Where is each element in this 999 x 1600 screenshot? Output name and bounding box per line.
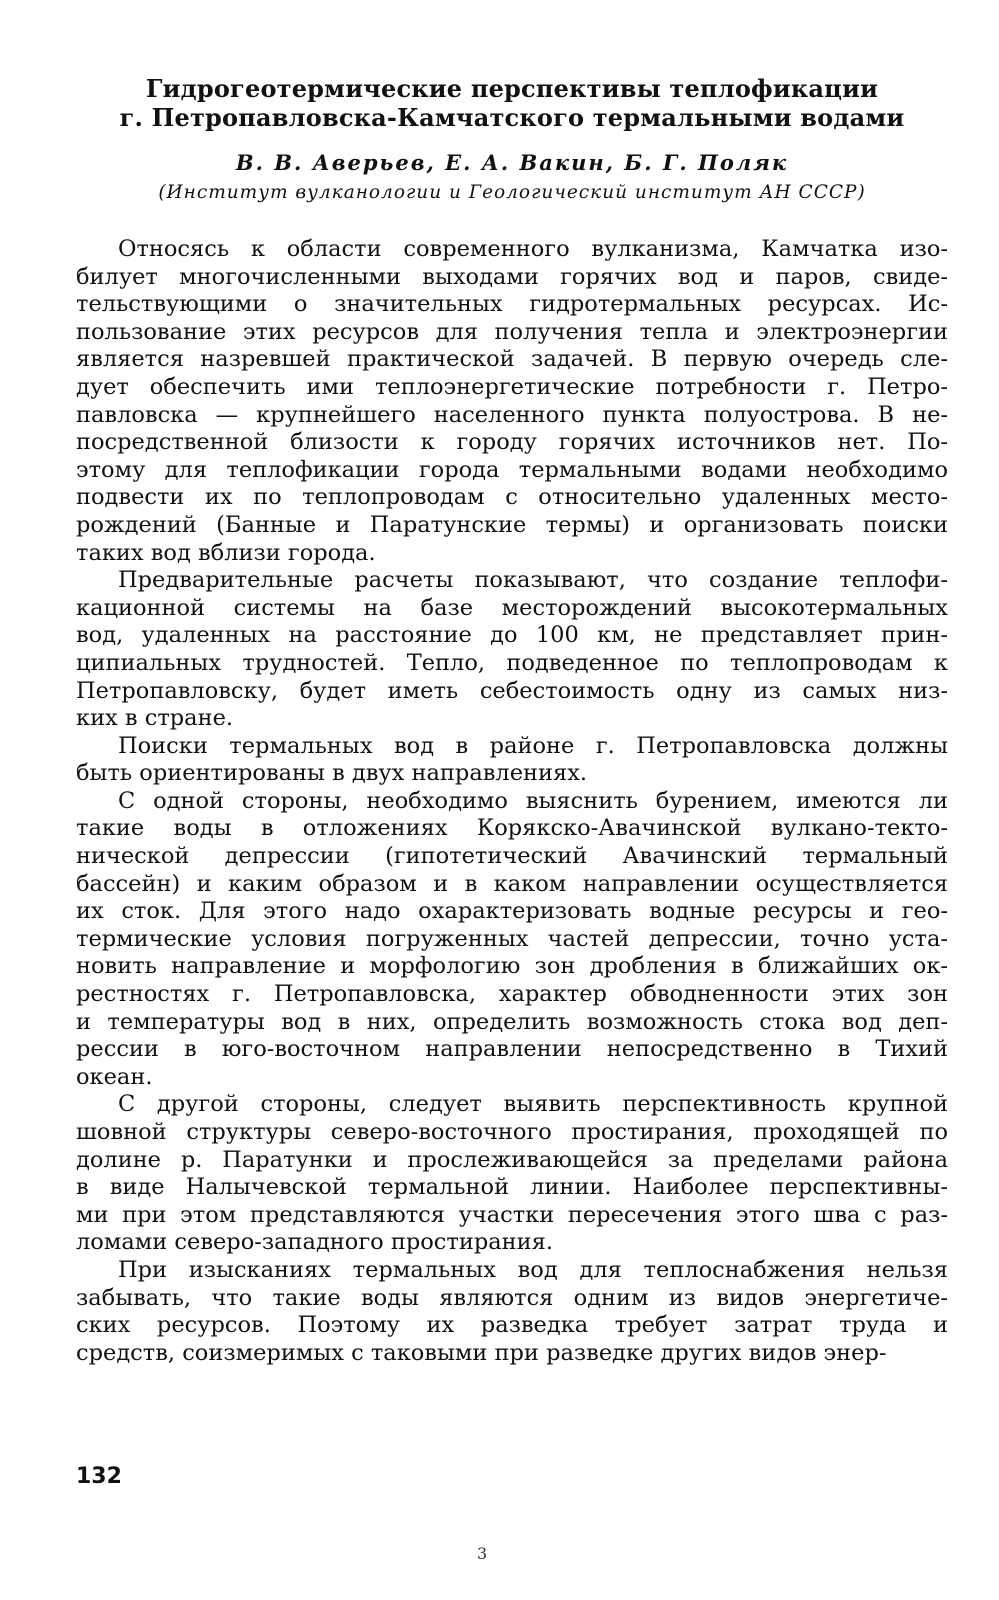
text-line: океан.: [76, 1063, 153, 1090]
paragraph: [76, 733, 948, 788]
text-line: долине р. Паратунки и прослеживающейся за пределами района: [76, 1146, 948, 1173]
article-title: [76, 74, 948, 132]
paragraph: [76, 1091, 948, 1257]
text-line: кационной системы на базе месторождений высокотермальных: [76, 594, 948, 621]
text-line: термические условия погруженных частей депрессии, точно уста-: [76, 925, 948, 952]
text-line: их сток. Для этого надо охарактеризовать водные ресурсы и гео-: [76, 898, 948, 925]
text-line: шовной структуры северо-восточного простирания, проходящей по: [76, 1119, 948, 1145]
text-line: нической депрессии (гипотетический Авачинский термальный: [76, 843, 948, 870]
text-line: в виде Налычевской термальной линии. Наиболее перспективны-: [76, 1174, 948, 1201]
text-line: рессии в юго-восточном направлении непосредственно в Тихий: [76, 1036, 948, 1063]
text-line: рождений (Банные и Паратунские термы) и организовать поиски: [76, 511, 948, 538]
paragraph: [76, 788, 948, 1092]
article-title-line-2: г. Петропавловска-Камчатского термальными водами: [119, 103, 905, 132]
text-line: Относясь к области современного вулканизма, Камчатка изо-: [118, 236, 948, 262]
text-line: рестностях г. Петропавловска, характер обводненности этих зон: [76, 981, 948, 1008]
text-line: ми при этом представляются участки пересечения этого шва с раз-: [76, 1201, 948, 1228]
text-line: посредственной близости к городу горячих источников нет. По-: [76, 429, 948, 456]
text-line: ких в стране.: [76, 705, 234, 732]
page-number: 132: [76, 1464, 122, 1489]
text-line: таких вод вблизи города.: [76, 539, 376, 566]
text-line: дует обеспечить ими теплоэнергетические потребности г. Петро-: [76, 373, 948, 400]
text-line: С одной стороны, необходимо выяснить бурением, имеются ли: [118, 787, 948, 814]
text-line: этому для теплофикации города термальными водами необходимо: [76, 456, 948, 483]
text-line: и температуры вод в них, определить возможность стока вод деп-: [76, 1008, 948, 1035]
text-line: ских ресурсов. Поэтому их разведка требует затрат труда и: [76, 1312, 948, 1339]
text-line: бассейн) и каким образом и в каком направлении осуществляется: [76, 870, 948, 897]
paragraph: [76, 567, 948, 733]
affiliation: (Институт вулканологии и Геологический институт АН СССР): [158, 182, 866, 203]
text-line: вод, удаленных на расстояние до 100 км, не представляет прин-: [76, 622, 948, 649]
text-line: новить направление и морфологию зон дробления в ближайших ок-: [76, 953, 948, 980]
text-line: тельствующими о значительных гидротермальных ресурсах. Ис-: [76, 291, 948, 318]
text-line: павловска — крупнейшего населенного пункта полуострова. В не-: [76, 401, 948, 428]
text-line: Предварительные расчеты показывают, что создание теплофи-: [118, 567, 948, 594]
text-line: Петропавловску, будет иметь себестоимость одну из самых низ-: [76, 677, 948, 704]
footer-mark: 3: [477, 1544, 488, 1563]
text-line: С другой стороны, следует выявить перспективность крупной: [118, 1091, 948, 1118]
article-title-line-1: Гидрогеотермические перспективы теплофикации: [145, 74, 879, 103]
text-line: Поиски термальных вод в районе г. Петропавловска должны: [118, 732, 948, 759]
article-body: [76, 236, 948, 1367]
text-line: подвести их по теплопроводам с относительно удаленных место-: [76, 484, 948, 511]
text-line: является назревшей практической задачей. В первую очередь сле-: [76, 346, 948, 373]
text-line: средств, соизмеримых с таковыми при разведке других видов энер-: [76, 1339, 887, 1366]
text-line: ципиальных трудностей. Тепло, подведенное по теплопроводам к: [76, 649, 948, 676]
text-line: пользование этих ресурсов для получения тепла и электроэнергии: [76, 318, 948, 345]
paragraph: [76, 236, 948, 567]
text-line: быть ориентированы в двух направлениях.: [76, 760, 588, 787]
text-line: такие воды в отложениях Корякско-Авачинской вулкано-текто-: [76, 815, 948, 842]
paragraph: [76, 1257, 948, 1367]
document-page: [76, 74, 948, 1563]
authors: В. В. Аверьев, Е. А. Вакин, Б. Г. Поляк: [235, 150, 789, 175]
text-line: При изысканиях термальных вод для теплоснабжения нельзя: [118, 1256, 948, 1283]
text-line: ломами северо-западного простирания.: [76, 1229, 553, 1256]
text-line: билует многочисленными выходами горячих вод и паров, свиде-: [76, 263, 948, 290]
text-line: забывать, что такие воды являются одним из видов энергетиче-: [76, 1284, 948, 1311]
